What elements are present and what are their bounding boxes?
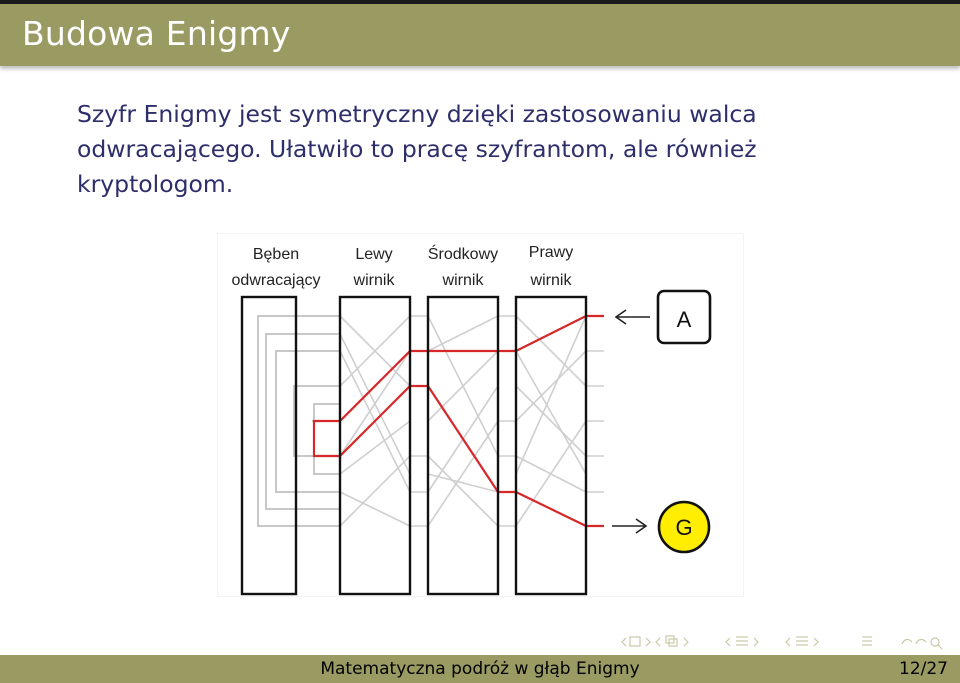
- nav-subsection-icon[interactable]: [726, 637, 758, 646]
- reflector-label-2: odwracający: [231, 272, 321, 289]
- beamer-navigation[interactable]: [620, 632, 950, 652]
- enigma-diagram: [218, 234, 743, 596]
- middle-rotor-label-1: Środkowy: [427, 246, 499, 263]
- reflector-box: [242, 297, 296, 594]
- reflector-label-1: Bęben: [252, 246, 300, 263]
- input-letter: A: [676, 307, 692, 332]
- middle-rotor-label-2: wirnik: [442, 272, 484, 289]
- frame-title-bar: [0, 4, 960, 66]
- slide-title: Budowa Enigmy: [22, 14, 291, 53]
- signal-path: [314, 316, 604, 526]
- middle-rotor-box: [428, 297, 498, 594]
- nav-frame-icon[interactable]: [656, 636, 688, 646]
- right-rotor-label-1: Prawy: [528, 244, 574, 261]
- nav-section-icon[interactable]: [786, 637, 818, 646]
- rotor-wiring: [340, 316, 604, 526]
- left-rotor-label-2: wirnik: [353, 272, 395, 289]
- left-rotor-label-1: Lewy: [355, 246, 393, 263]
- right-rotor-label-2: wirnik: [530, 272, 572, 289]
- page-number: 12/27: [899, 659, 948, 679]
- nav-document-icon[interactable]: [862, 637, 872, 645]
- search-icon[interactable]: [902, 638, 942, 649]
- footer-title: Matematyczna podróż w głąb Enigmy: [320, 659, 640, 679]
- arrows: [612, 310, 650, 533]
- footer-bar: [0, 655, 960, 683]
- output-letter: G: [675, 515, 693, 540]
- slide-paragraph: Szyfr Enigmy jest symetryczny dzięki zastosowaniu walca odwracającego. Ułatwiło to pracę szyfrantom, ale również kryptologom.: [77, 100, 757, 198]
- nav-prev-icon[interactable]: [622, 637, 650, 646]
